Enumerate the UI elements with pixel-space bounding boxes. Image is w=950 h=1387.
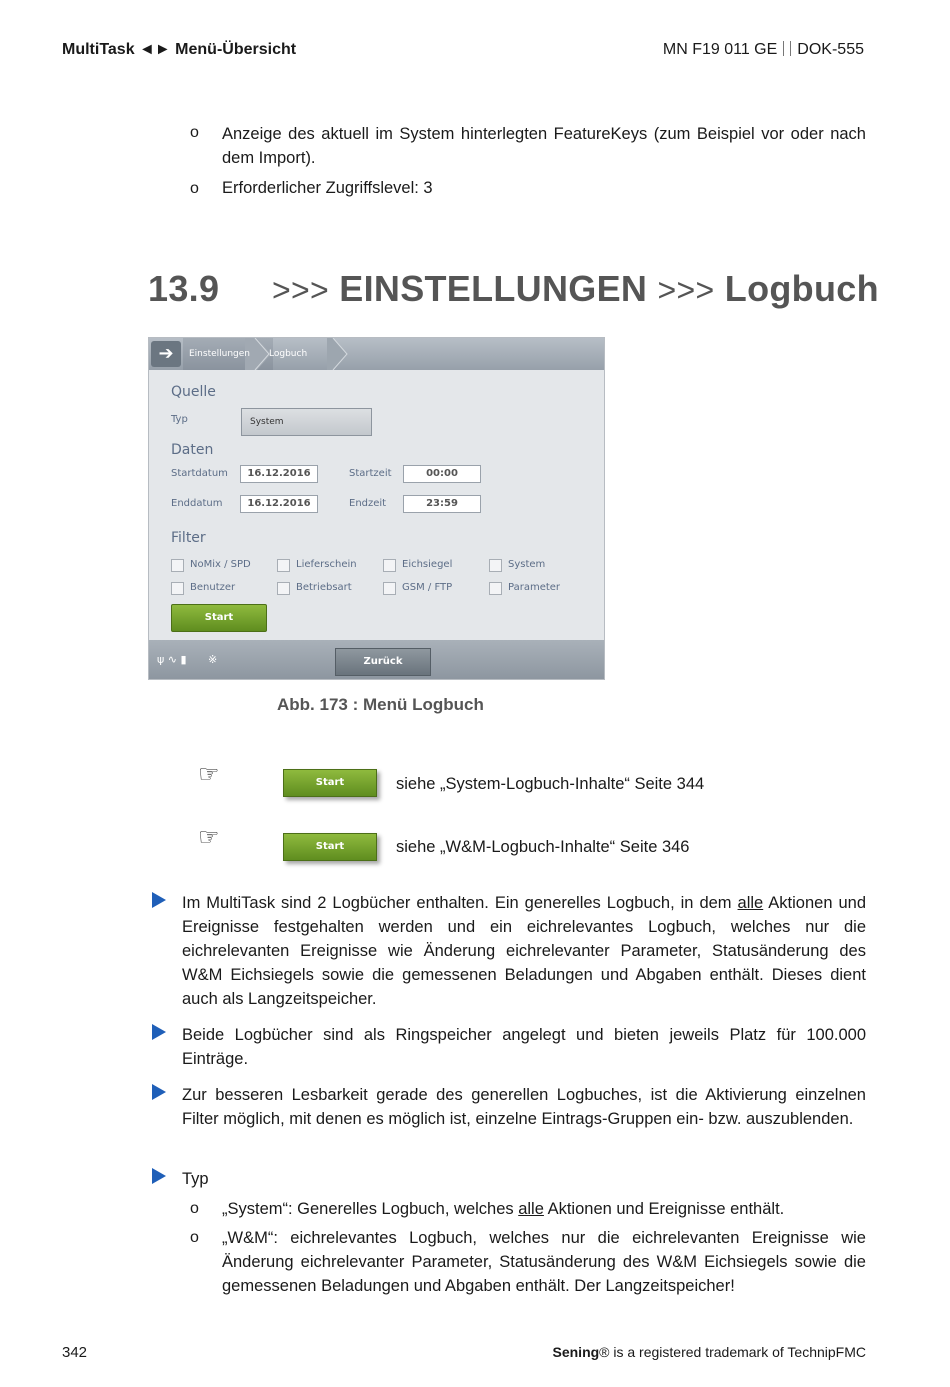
paragraph: Typ — [182, 1170, 209, 1188]
starttime-field[interactable]: 00:00 — [403, 465, 481, 483]
endtime-field[interactable]: 23:59 — [403, 495, 481, 513]
crumb-arrow-icon — [327, 338, 357, 370]
bullet-triangle-icon — [152, 1084, 166, 1100]
header-title: MultiTask ◄► Menü-Übersicht — [62, 41, 297, 58]
trademark-note — [553, 1344, 867, 1360]
page-number: 342 — [62, 1344, 88, 1361]
trademark-text: ® is a registered trademark of TechnipFMC — [599, 1344, 866, 1360]
filter-checkbox[interactable] — [277, 582, 290, 595]
filter-label: Eichsiegel — [402, 559, 453, 570]
bluetooth-icon: ※ — [208, 653, 218, 666]
enddate-label: Enddatum — [171, 498, 223, 509]
back-arrow-icon[interactable]: ➔ — [151, 341, 181, 367]
filter-checkbox[interactable] — [383, 582, 396, 595]
data-heading: Daten — [171, 442, 214, 458]
filter-checkbox[interactable] — [489, 559, 502, 572]
list-marker: o — [190, 180, 199, 197]
section-heading — [148, 268, 879, 310]
filter-checkbox[interactable] — [171, 582, 184, 595]
bullet-triangle-icon — [152, 1024, 166, 1040]
start-button-sample: Start — [283, 833, 377, 861]
logbook-screenshot — [148, 337, 605, 680]
network-icon: ∿ — [167, 653, 177, 666]
header-separator — [783, 41, 791, 56]
filter-label: Betriebsart — [296, 582, 352, 593]
list-item: Anzeige des aktuell im System hinterlegten FeatureKeys (zum Beispiel vor oder nach dem Import). — [222, 125, 866, 167]
emphasis: alle — [737, 894, 764, 912]
back-button[interactable]: Zurück — [335, 648, 431, 676]
filter-label: GSM / FTP — [402, 582, 453, 593]
type-select[interactable]: System — [241, 408, 372, 436]
endtime-label: Endzeit — [349, 498, 387, 509]
figure-caption: Abb. 173 : Menü Logbuch — [277, 695, 484, 714]
doc-code: DOK-555 — [797, 41, 864, 58]
path-separator: >>> — [272, 272, 329, 308]
bullet-triangle-icon — [152, 892, 166, 908]
filter-checkbox[interactable] — [383, 559, 396, 572]
filter-label: Benutzer — [190, 582, 236, 593]
brand-name: Sening — [552, 1344, 600, 1360]
signal-icon: ▮ — [180, 653, 187, 666]
filter-checkbox[interactable] — [171, 559, 184, 572]
pointing-hand-icon: ☞ — [198, 824, 220, 851]
type-label: Typ — [171, 414, 188, 425]
filter-label: System — [508, 559, 546, 570]
filter-label: Parameter — [508, 582, 561, 593]
text-run: Im MultiTask sind 2 Logbücher enthalten. Ein generelles Logbuch, in dem — [182, 894, 738, 912]
filter-label: Lieferschein — [296, 559, 357, 570]
text-run: Aktionen und Ereignisse festgehalten werden und ein eichrelevantes Logbuch, welches nur die eichrelevanten Ereignisse wie Änderung eichrelevanter Parameter, Statusänderung des W&M Eichsiegels sowie die gemessenen Beladungen und Abgaben enthält. Dieses dient auch als Langzeitspeicher. — [182, 894, 866, 1008]
startdate-field[interactable]: 16.12.2016 — [240, 465, 318, 483]
bottom-bar — [149, 640, 604, 680]
reference-link[interactable]: siehe „System-Logbuch-Inhalte“ Seite 344 — [396, 775, 705, 793]
paragraph: Zur besseren Lesbarkeit gerade des generellen Logbuches, ist die Aktivierung einzelnen Filter möglich, mit denen es möglich ist, einzelne Eintrags-Gruppen ein- bzw. auszublenden. — [182, 1086, 866, 1128]
usb-icon: ψ — [157, 653, 165, 666]
breadcrumb-bar — [149, 338, 604, 370]
paragraph — [182, 891, 866, 1011]
text-run: „System“: Generelles Logbuch, welches — [222, 1200, 519, 1218]
status-icons — [157, 653, 217, 666]
startdate-label: Startdatum — [171, 468, 228, 479]
reference-link[interactable]: siehe „W&M-Logbuch-Inhalte“ Seite 346 — [396, 838, 690, 856]
breadcrumb-logbook[interactable]: Logbuch — [269, 349, 308, 359]
start-button[interactable]: Start — [171, 604, 267, 632]
text-run: Aktionen und Ereignisse enthält. — [543, 1200, 785, 1218]
doc-number: MN F19 011 GE — [662, 41, 778, 58]
path-settings: EINSTELLUNGEN — [339, 268, 648, 309]
pointing-hand-icon: ☞ — [198, 761, 220, 788]
header-doc-id — [663, 41, 864, 59]
bullet-triangle-icon — [152, 1168, 166, 1184]
enddate-field[interactable]: 16.12.2016 — [240, 495, 318, 513]
filter-checkbox[interactable] — [277, 559, 290, 572]
list-marker: o — [190, 1229, 199, 1246]
emphasis: alle — [518, 1200, 544, 1218]
filter-label: NoMix / SPD — [190, 559, 251, 570]
paragraph: Beide Logbücher sind als Ringspeicher angelegt und bieten jeweils Platz für 100.000 Einträge. — [182, 1026, 866, 1068]
start-button-sample: Start — [283, 769, 377, 797]
list-item: „W&M“: eichrelevantes Logbuch, welches nur die eichrelevanten Ereignisse wie Änderung eichrelevanter Parameter, Statusänderung des W&M Eichsiegels sowie die gemessenen Beladungen und Abgaben enthält. Der Langzeitspeicher! — [222, 1229, 866, 1295]
filter-checkbox[interactable] — [489, 582, 502, 595]
list-marker: o — [190, 124, 199, 141]
path-logbook: Logbuch — [724, 268, 879, 309]
path-separator: >>> — [657, 272, 715, 308]
list-item: Erforderlicher Zugriffslevel: 3 — [222, 179, 433, 197]
list-marker: o — [190, 1200, 199, 1217]
filter-heading: Filter — [171, 530, 206, 546]
source-heading: Quelle — [171, 384, 216, 400]
breadcrumb-settings[interactable]: Einstellungen — [189, 349, 251, 359]
section-number: 13.9 — [148, 268, 220, 309]
starttime-label: Startzeit — [349, 468, 392, 479]
list-item — [222, 1197, 866, 1221]
